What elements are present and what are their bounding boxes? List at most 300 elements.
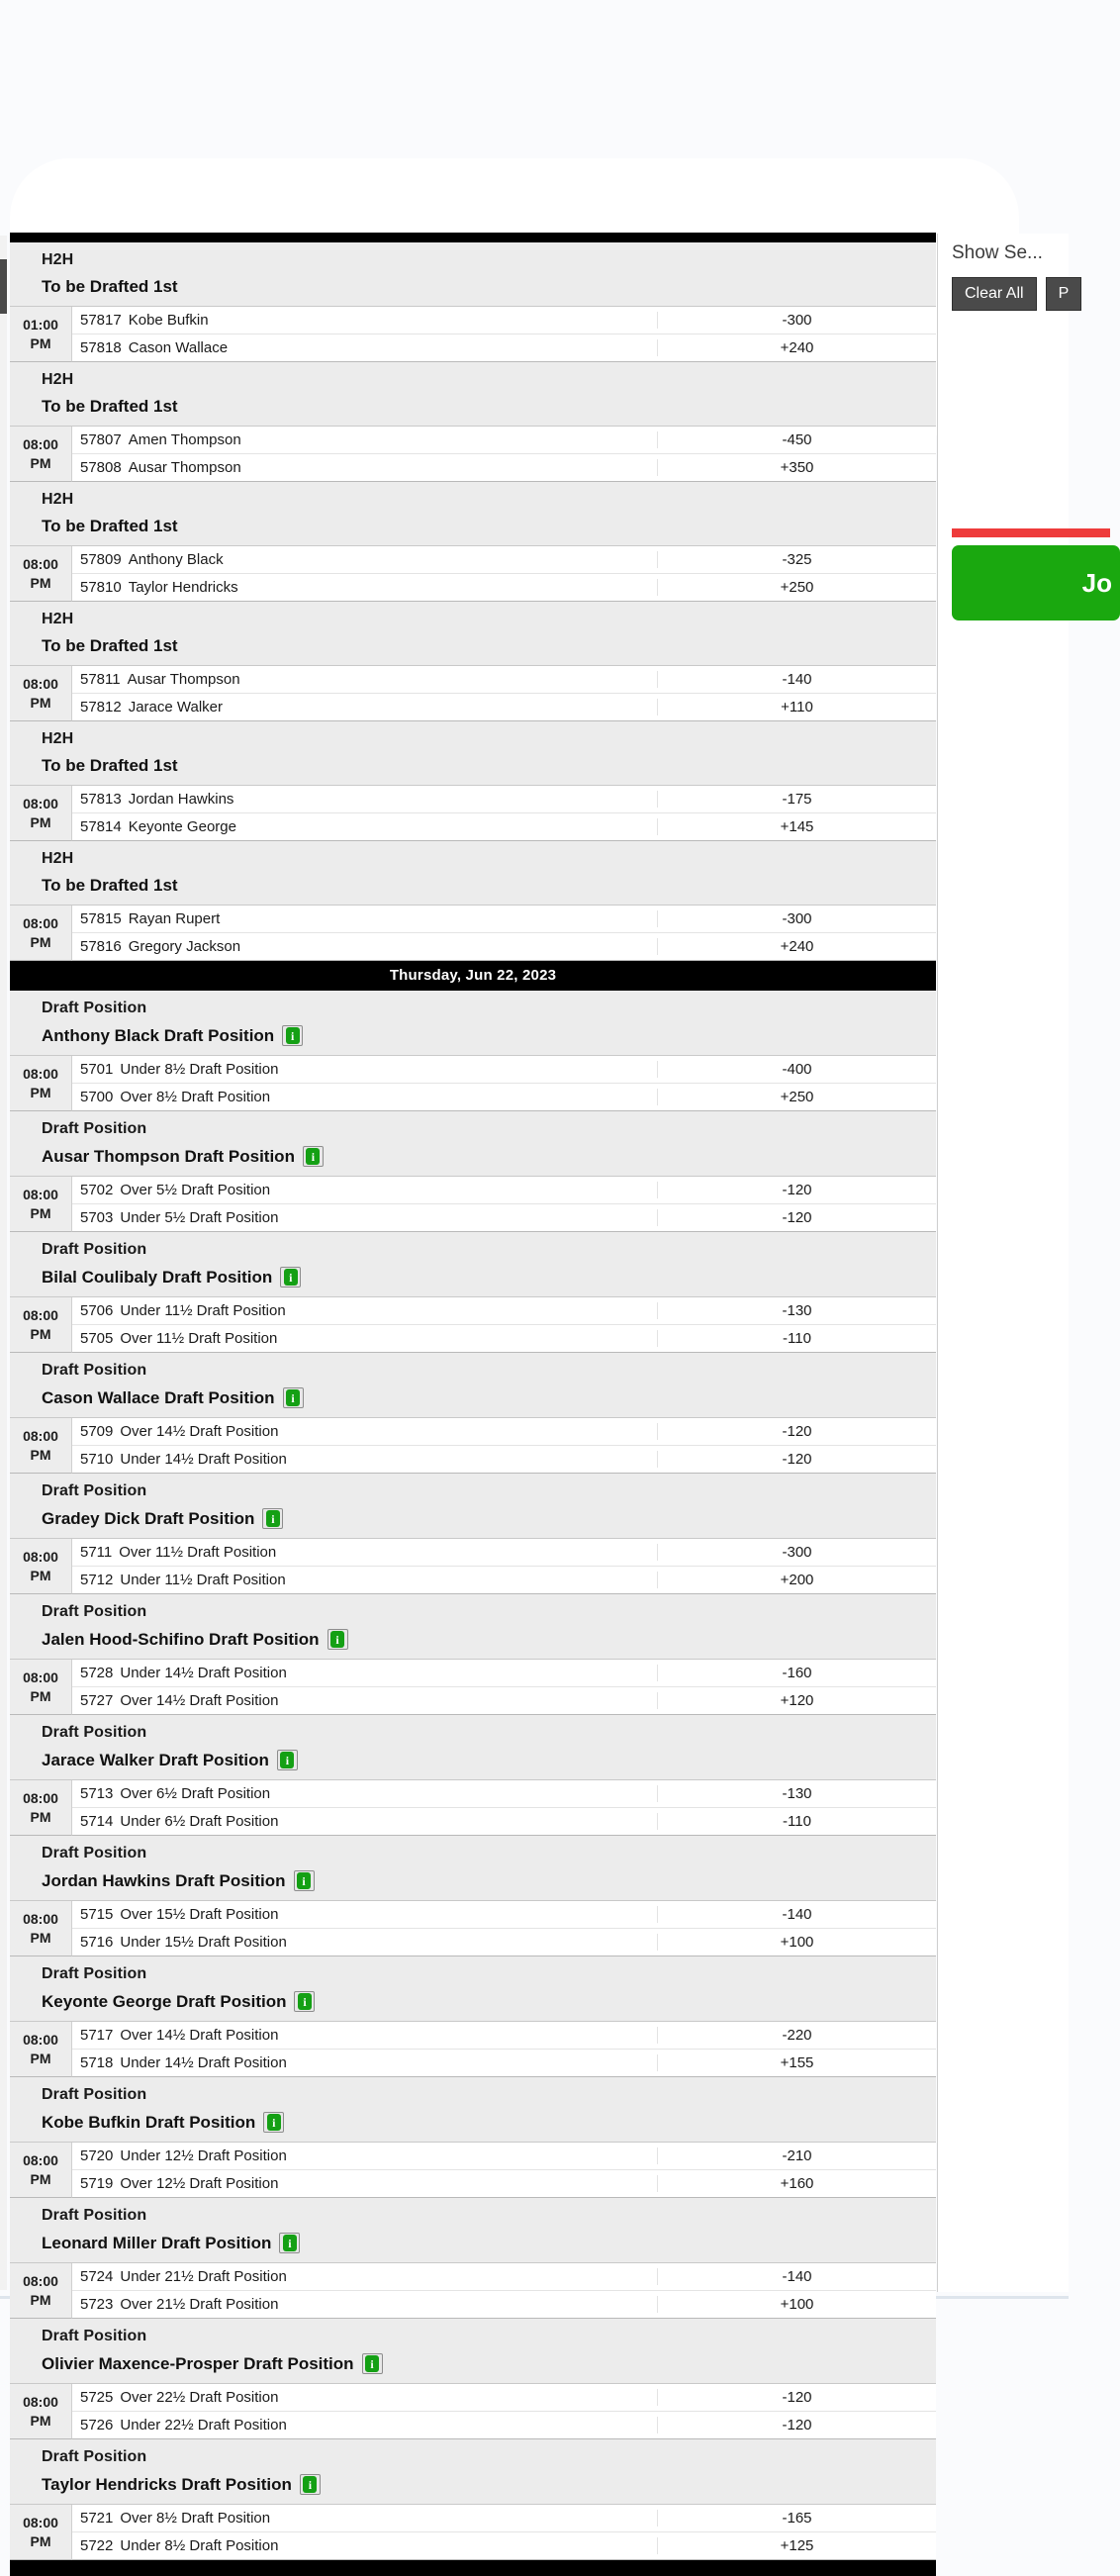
event-time-part: PM	[30, 1446, 51, 1463]
market-kind-label: Draft Position	[42, 2086, 147, 2103]
market-group-header	[10, 1232, 936, 1297]
market-kind-label: Draft Position	[42, 1845, 147, 1861]
odds-price[interactable]: -120	[657, 2389, 936, 2406]
odds-row[interactable]	[72, 2050, 936, 2077]
odds-row-number: 57818	[80, 339, 122, 356]
market-group-header	[10, 1836, 936, 1901]
market-group-header	[10, 991, 936, 1056]
event-time-part: 08:00	[23, 2514, 58, 2530]
odds-row-label	[72, 818, 657, 835]
event-time-part: 08:00	[23, 2393, 58, 2410]
market-kind-label: Draft Position	[42, 1362, 147, 1379]
odds-line-list	[72, 2505, 936, 2560]
odds-row[interactable]	[72, 1539, 936, 1567]
odds-price[interactable]: -450	[657, 431, 936, 448]
odds-row-selection: Under 8½ Draft Position	[120, 1061, 279, 1078]
market-rows	[10, 1660, 936, 1715]
odds-row-selection: Under 14½ Draft Position	[120, 1451, 287, 1468]
odds-row-number: 5706	[80, 1302, 114, 1319]
info-icon-glyph: i	[306, 1148, 320, 1165]
info-icon[interactable]	[263, 2112, 284, 2133]
info-icon-glyph: i	[284, 1269, 298, 1286]
odds-row-selection: Over 11½ Draft Position	[120, 1330, 278, 1347]
market-title	[10, 876, 936, 897]
market-title	[10, 636, 936, 657]
odds-row-number: 57807	[80, 431, 122, 448]
market-rows	[10, 786, 936, 841]
odds-row-label	[72, 2296, 657, 2313]
odds-row-selection: Under 14½ Draft Position	[120, 2054, 287, 2071]
market-group-header	[10, 841, 936, 906]
market-rows	[10, 1056, 936, 1111]
market-title	[10, 2353, 936, 2375]
odds-row-number: 5711	[80, 1544, 113, 1561]
market-title-text: Jarace Walker Draft Position	[42, 1750, 269, 1769]
info-icon-glyph: i	[266, 1510, 280, 1527]
odds-row[interactable]	[72, 1056, 936, 1084]
market-rows	[10, 1780, 936, 1836]
market-kind-label: H2H	[42, 371, 74, 388]
market-title	[10, 517, 936, 537]
odds-price[interactable]: -120	[657, 1451, 936, 1468]
market-title-text: Cason Wallace Draft Position	[42, 1387, 275, 1407]
info-icon[interactable]	[279, 2233, 300, 2253]
odds-row[interactable]	[72, 1687, 936, 1715]
event-time-part: 08:00	[23, 2272, 58, 2289]
odds-price[interactable]: +100	[657, 2296, 936, 2313]
odds-row[interactable]	[72, 2022, 936, 2050]
market-title-text: Leonard Miller Draft Position	[42, 2233, 272, 2252]
odds-price[interactable]: -110	[657, 1330, 936, 1347]
market-kind-label: H2H	[42, 611, 74, 627]
market-title	[10, 1146, 936, 1168]
event-time	[10, 546, 72, 602]
odds-price[interactable]: -120	[657, 2417, 936, 2433]
odds-row[interactable]	[72, 1660, 936, 1687]
odds-row-label	[72, 910, 657, 927]
odds-row-selection: Rayan Rupert	[128, 910, 221, 927]
odds-price[interactable]: +250	[657, 1089, 936, 1105]
info-icon[interactable]	[282, 1025, 303, 1046]
odds-row-number: 5703	[80, 1209, 114, 1226]
odds-price[interactable]: -300	[657, 312, 936, 329]
board-bottom-bar	[10, 2560, 936, 2576]
market-title-text: To be Drafted 1st	[42, 517, 178, 535]
odds-row[interactable]	[72, 1177, 936, 1204]
betslip-actions	[938, 264, 1069, 311]
odds-row-label	[72, 1209, 657, 1226]
event-time-part: 08:00	[23, 914, 58, 931]
odds-row[interactable]	[72, 307, 936, 334]
event-time	[10, 1418, 72, 1474]
market-kind-label: H2H	[42, 730, 74, 747]
market-group-header	[10, 242, 936, 307]
event-time-part: 01:00	[23, 316, 58, 333]
market-title	[10, 1750, 936, 1771]
odds-row[interactable]	[72, 786, 936, 813]
odds-row-selection: Anthony Black	[128, 551, 224, 568]
odds-row-label	[72, 1813, 657, 1830]
market-rows	[10, 2143, 936, 2198]
odds-row-number: 57816	[80, 938, 122, 955]
market-rows	[10, 1901, 936, 1956]
odds-row-number: 5726	[80, 2417, 114, 2433]
event-time-part: 08:00	[23, 675, 58, 692]
odds-row-selection: Over 15½ Draft Position	[120, 1906, 279, 1923]
info-icon[interactable]	[280, 1267, 301, 1288]
odds-row-label	[72, 671, 657, 688]
market-group-header	[10, 482, 936, 546]
odds-price[interactable]: -300	[657, 910, 936, 927]
odds-row[interactable]	[72, 334, 936, 362]
odds-row[interactable]	[72, 2143, 936, 2170]
event-time	[10, 2384, 72, 2439]
odds-line-list	[72, 1177, 936, 1232]
odds-row-selection: Under 6½ Draft Position	[120, 1813, 279, 1830]
odds-row-selection: Under 8½ Draft Position	[120, 2537, 279, 2554]
odds-row-number: 57812	[80, 699, 122, 716]
odds-row[interactable]	[72, 933, 936, 961]
odds-row[interactable]	[72, 2412, 936, 2439]
event-time	[10, 2022, 72, 2077]
event-time-part: 08:00	[23, 1548, 58, 1565]
odds-line-list	[72, 786, 936, 841]
odds-price[interactable]: +145	[657, 818, 936, 835]
odds-row-selection: Over 5½ Draft Position	[120, 1182, 271, 1198]
event-time	[10, 1539, 72, 1594]
odds-row-selection: Under 21½ Draft Position	[120, 2268, 287, 2285]
odds-price[interactable]: -120	[657, 1209, 936, 1226]
odds-row[interactable]	[72, 574, 936, 602]
event-time-part: PM	[30, 454, 51, 471]
event-time-part: PM	[30, 1808, 51, 1825]
odds-row-label	[72, 1544, 657, 1561]
odds-row-selection: Keyonte George	[128, 818, 236, 835]
date-separator: Thursday, Jun 22, 2023	[10, 961, 936, 991]
odds-line-list	[72, 2022, 936, 2077]
odds-price[interactable]: +125	[657, 2537, 936, 2554]
market-kind-label: Draft Position	[42, 1241, 147, 1258]
info-icon-glyph: i	[283, 2235, 297, 2251]
event-time-part: PM	[30, 2291, 51, 2308]
odds-row[interactable]	[72, 1084, 936, 1111]
odds-row-label	[72, 1089, 657, 1105]
info-icon-glyph: i	[303, 2476, 317, 2493]
odds-price[interactable]: -325	[657, 551, 936, 568]
market-kind-label: Draft Position	[42, 1482, 147, 1499]
odds-price[interactable]: -140	[657, 671, 936, 688]
odds-row-number: 57813	[80, 791, 122, 808]
market-rows	[10, 2505, 936, 2560]
market-title	[10, 1267, 936, 1288]
event-time	[10, 786, 72, 841]
market-title-text: To be Drafted 1st	[42, 397, 178, 416]
event-time	[10, 1660, 72, 1715]
odds-row-label	[72, 1302, 657, 1319]
odds-row-number: 57810	[80, 579, 122, 596]
join-now-button[interactable]: Jo	[952, 545, 1120, 620]
odds-price[interactable]: -130	[657, 1785, 936, 1802]
odds-row-selection: Over 11½ Draft Position	[119, 1544, 277, 1561]
event-time	[10, 906, 72, 961]
info-icon[interactable]	[283, 1387, 304, 1408]
info-icon-glyph: i	[365, 2355, 379, 2372]
place-bet-button[interactable]: P	[1046, 277, 1082, 311]
odds-row[interactable]	[72, 2532, 936, 2560]
odds-price[interactable]: -110	[657, 1813, 936, 1830]
odds-price[interactable]: -140	[657, 1906, 936, 1923]
event-time-part: PM	[30, 694, 51, 711]
odds-row-label	[72, 1572, 657, 1588]
event-time	[10, 307, 72, 362]
info-icon[interactable]	[327, 1629, 348, 1650]
odds-row-selection: Over 8½ Draft Position	[120, 1089, 271, 1105]
odds-row-number: 5720	[80, 2147, 114, 2164]
odds-row-label	[72, 791, 657, 808]
odds-row[interactable]	[72, 1297, 936, 1325]
odds-row[interactable]	[72, 1204, 936, 1232]
market-kind-label: Draft Position	[42, 2207, 147, 2224]
info-icon[interactable]	[300, 2474, 321, 2495]
odds-row-label	[72, 1182, 657, 1198]
market-kind-label: Draft Position	[42, 2448, 147, 2465]
odds-row-label	[72, 431, 657, 448]
odds-row-number: 5713	[80, 1785, 114, 1802]
event-time-part: 08:00	[23, 1789, 58, 1806]
odds-price[interactable]: +250	[657, 579, 936, 596]
odds-price[interactable]: +200	[657, 1572, 936, 1588]
odds-row-label	[72, 1061, 657, 1078]
event-time-part: PM	[30, 1204, 51, 1221]
market-title	[10, 1387, 936, 1409]
odds-row[interactable]	[72, 454, 936, 482]
event-time-part: PM	[30, 1084, 51, 1100]
event-time	[10, 427, 72, 482]
odds-row[interactable]	[72, 813, 936, 841]
odds-row-number: 5712	[80, 1572, 114, 1588]
market-rows	[10, 307, 936, 362]
betslip-title: Show Se...	[952, 242, 1043, 263]
odds-price[interactable]: -220	[657, 2027, 936, 2044]
market-kind-label: Draft Position	[42, 1965, 147, 1982]
odds-row-number: 5722	[80, 2537, 114, 2554]
odds-row-number: 5710	[80, 1451, 114, 1468]
market-kind-label: Draft Position	[42, 1603, 147, 1620]
event-time-part: PM	[30, 334, 51, 351]
event-time-part: PM	[30, 2412, 51, 2429]
odds-row-label	[72, 1451, 657, 1468]
event-time	[10, 2143, 72, 2198]
odds-row-label	[72, 1785, 657, 1802]
market-title	[10, 277, 936, 298]
market-title-text: Kobe Bufkin Draft Position	[42, 2112, 256, 2132]
odds-row-selection: Over 21½ Draft Position	[120, 2296, 279, 2313]
odds-price[interactable]: -400	[657, 1061, 936, 1078]
odds-row-label	[72, 2537, 657, 2554]
odds-row-label	[72, 1423, 657, 1440]
odds-line-list	[72, 1901, 936, 1956]
odds-price[interactable]: -300	[657, 1544, 936, 1561]
odds-price[interactable]: +110	[657, 699, 936, 716]
event-time-part: 08:00	[23, 1065, 58, 1082]
odds-row-label	[72, 551, 657, 568]
odds-row-number: 5725	[80, 2389, 114, 2406]
odds-row-selection: Over 14½ Draft Position	[120, 1423, 279, 1440]
market-kind-label: H2H	[42, 850, 74, 867]
odds-price[interactable]: -120	[657, 1423, 936, 1440]
market-title-text: Jordan Hawkins Draft Position	[42, 1870, 286, 1890]
odds-row-selection: Ausar Thompson	[127, 671, 240, 688]
odds-price[interactable]: -210	[657, 2147, 936, 2164]
odds-price[interactable]: -175	[657, 791, 936, 808]
odds-row[interactable]	[72, 906, 936, 933]
odds-price[interactable]: -130	[657, 1302, 936, 1319]
info-icon-glyph: i	[286, 1389, 300, 1406]
market-rows	[10, 906, 936, 961]
odds-row[interactable]	[72, 2291, 936, 2319]
event-time-part: 08:00	[23, 435, 58, 452]
odds-row[interactable]	[72, 694, 936, 721]
odds-row[interactable]	[72, 666, 936, 694]
odds-row[interactable]	[72, 427, 936, 454]
page-scrollbar-track[interactable]	[0, 236, 7, 2290]
odds-price[interactable]: -140	[657, 2268, 936, 2285]
event-time-part: 08:00	[23, 795, 58, 811]
info-icon-glyph: i	[297, 1872, 311, 1889]
odds-row[interactable]	[72, 2384, 936, 2412]
odds-row-selection: Jarace Walker	[128, 699, 224, 716]
info-icon[interactable]	[294, 1991, 315, 2012]
odds-line-list	[72, 1660, 936, 1715]
odds-price[interactable]: -160	[657, 1665, 936, 1681]
market-rows	[10, 427, 936, 482]
info-icon-glyph: i	[280, 1752, 294, 1768]
event-time	[10, 666, 72, 721]
odds-row-selection: Over 6½ Draft Position	[120, 1785, 271, 1802]
market-title-text: Olivier Maxence-Prosper Draft Position	[42, 2353, 354, 2373]
odds-row[interactable]	[72, 1418, 936, 1446]
event-time-part: 08:00	[23, 2151, 58, 2168]
info-icon[interactable]	[277, 1750, 298, 1770]
odds-row-selection: Under 12½ Draft Position	[120, 2147, 287, 2164]
odds-row-number: 5709	[80, 1423, 114, 1440]
market-group-header	[10, 721, 936, 786]
event-time-part: PM	[30, 813, 51, 830]
event-time-part: 08:00	[23, 1186, 58, 1202]
event-time	[10, 1780, 72, 1836]
odds-price[interactable]: +160	[657, 2175, 936, 2192]
odds-price[interactable]: -165	[657, 2510, 936, 2527]
odds-row[interactable]	[72, 546, 936, 574]
event-time-part: PM	[30, 1325, 51, 1342]
info-icon[interactable]	[262, 1508, 283, 1529]
odds-row[interactable]	[72, 1808, 936, 1836]
event-time-part: PM	[30, 1687, 51, 1704]
market-title-text: Gradey Dick Draft Position	[42, 1508, 255, 1528]
odds-price[interactable]: +120	[657, 1692, 936, 1709]
market-title	[10, 397, 936, 418]
odds-row-selection: Over 12½ Draft Position	[120, 2175, 279, 2192]
page-scrollbar-thumb[interactable]	[0, 259, 7, 314]
info-icon[interactable]	[294, 1870, 315, 1891]
odds-row[interactable]	[72, 2505, 936, 2532]
info-icon[interactable]	[362, 2353, 383, 2374]
market-group-header	[10, 1594, 936, 1660]
odds-line-list	[72, 906, 936, 961]
event-time-part: PM	[30, 2050, 51, 2066]
market-title-text: Taylor Hendricks Draft Position	[42, 2474, 292, 2494]
market-title-text: Bilal Coulibaly Draft Position	[42, 1267, 273, 1287]
odds-row[interactable]	[72, 1325, 936, 1353]
market-group-header	[10, 2439, 936, 2505]
odds-line-list	[72, 307, 936, 362]
odds-board	[10, 233, 936, 2554]
odds-row-label	[72, 938, 657, 955]
odds-row-number: 5714	[80, 1813, 114, 1830]
info-icon-glyph: i	[286, 1027, 300, 1044]
market-title	[10, 1870, 936, 1892]
market-group-header	[10, 1474, 936, 1539]
odds-row-number: 57817	[80, 312, 122, 329]
odds-board-body	[10, 242, 936, 2560]
odds-line-list	[72, 1780, 936, 1836]
odds-row-selection: Over 14½ Draft Position	[120, 1692, 279, 1709]
odds-row-label	[72, 2389, 657, 2406]
market-title-text: Jalen Hood-Schifino Draft Position	[42, 1629, 320, 1649]
event-time	[10, 1056, 72, 1111]
odds-price[interactable]: +100	[657, 1934, 936, 1951]
info-icon[interactable]	[303, 1146, 324, 1167]
odds-price[interactable]: +240	[657, 339, 936, 356]
odds-row[interactable]	[72, 2263, 936, 2291]
odds-row[interactable]	[72, 1446, 936, 1474]
event-time-part: PM	[30, 1567, 51, 1583]
odds-row-selection: Under 11½ Draft Position	[120, 1572, 286, 1588]
odds-price[interactable]: +350	[657, 459, 936, 476]
odds-price[interactable]: +240	[657, 938, 936, 955]
info-icon-glyph: i	[298, 1993, 312, 2010]
odds-row[interactable]	[72, 2170, 936, 2198]
market-kind-label: Draft Position	[42, 1724, 147, 1741]
odds-price[interactable]: -120	[657, 1182, 936, 1198]
clear-all-button[interactable]: Clear All	[952, 277, 1037, 311]
odds-price[interactable]: +155	[657, 2054, 936, 2071]
odds-row-number: 5705	[80, 1330, 114, 1347]
event-time-part: 08:00	[23, 1669, 58, 1685]
market-group-header	[10, 1956, 936, 2022]
odds-line-list	[72, 1539, 936, 1594]
market-title	[10, 1629, 936, 1651]
event-time	[10, 1297, 72, 1353]
odds-row[interactable]	[72, 1780, 936, 1808]
odds-row-number: 5724	[80, 2268, 114, 2285]
odds-row-label	[72, 2268, 657, 2285]
event-time-part: PM	[30, 2532, 51, 2549]
odds-row-label	[72, 312, 657, 329]
odds-row[interactable]	[72, 1567, 936, 1594]
odds-row-number: 5727	[80, 1692, 114, 1709]
odds-row[interactable]	[72, 1929, 936, 1956]
event-time-part: PM	[30, 933, 51, 950]
market-rows	[10, 666, 936, 721]
odds-row[interactable]	[72, 1901, 936, 1929]
odds-line-list	[72, 427, 936, 482]
market-title-text: To be Drafted 1st	[42, 277, 178, 296]
market-rows	[10, 1297, 936, 1353]
event-time-part: 08:00	[23, 1427, 58, 1444]
betslip-panel	[937, 234, 1112, 2292]
event-time	[10, 1177, 72, 1232]
